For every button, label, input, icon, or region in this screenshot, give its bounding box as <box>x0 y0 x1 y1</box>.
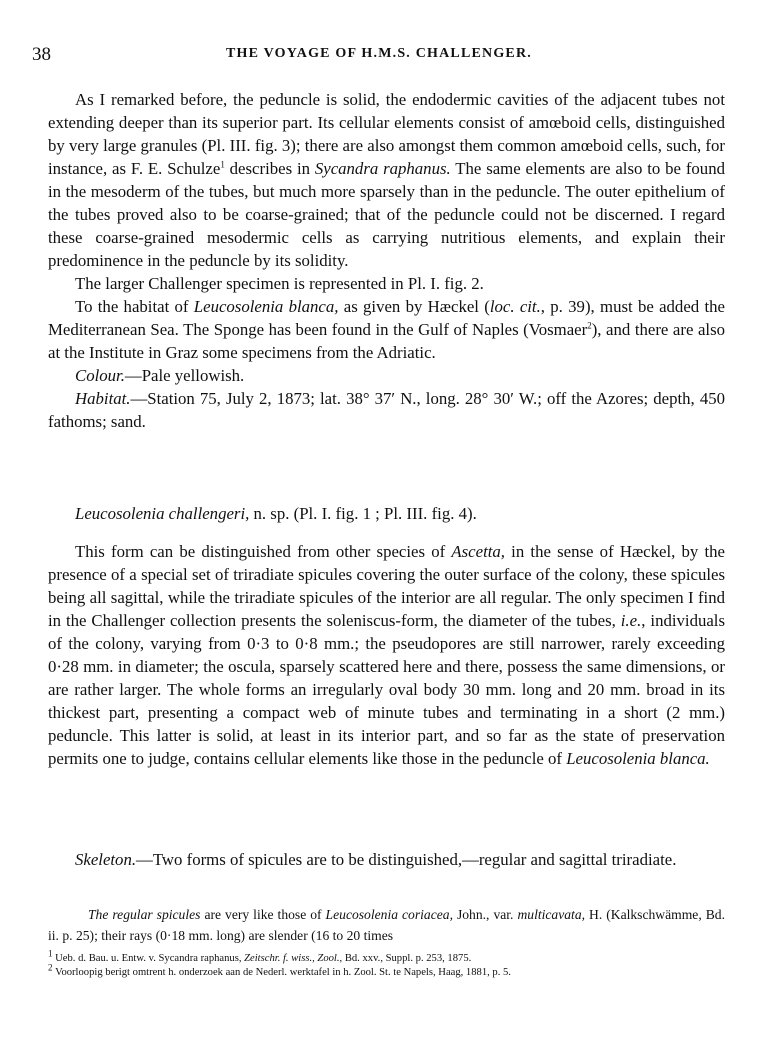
paragraph-description: This form can be distinguished from other species of Ascetta, in the sense of Hæckel, by the presence of a special set of triradiate spicules covering the outer surface of the colony, these spicules being all sagittal, while the triradiate spicules of the interior are all regular. The only specimen I find in the Challenger collection presents the soleniscus-form, the diameter of the tubes, i.e., individuals of the colony, varying from 0·3 to 0·8 mm.; the pseudopores are still narrower, rarely exceeding 0·28 mm. in diameter; the oscula, sparsely scattered here and there, possess the same dimensions, or are rather larger. The whole forms an irregularly oval body 30 mm. long and 20 mm. broad in its thickest part, presenting a compact web of minute tubes and terminating in a short (2 mm.) peduncle. This latter is solid, at least in its interior part, and so far as the state of preservation permits one to judge, contains cellular elements like those in the peduncle of Leucosolenia blanca. <box>48 542 725 768</box>
page-number: 38 <box>32 44 51 65</box>
paragraph-larger-specimen: The larger Challenger specimen is represented in Pl. I. fig. 2. <box>75 274 484 293</box>
running-header <box>32 44 726 68</box>
habitat-line: Habitat.—Station 75, July 2, 1873; lat. 38° 37′ N., long. 28° 30′ W.; off the Azores; depth, 450 fathoms; sand. <box>48 389 725 431</box>
skeleton-section <box>48 848 725 871</box>
footnote-1: $^1$ Ueb. d. Bau. u. Entw. v. Sycandra raphanus, Zeitschr. f. wiss., Zool., Bd. xxv., Suppl. p. 253, 1875. <box>48 948 472 964</box>
footnotes <box>48 948 725 980</box>
footnote-ref-2: 2 <box>587 320 592 331</box>
footnote-ref-1: 1 <box>220 159 225 170</box>
species-name: Leucosolenia challengeri, <box>75 504 250 523</box>
running-title: THE VOYAGE OF H.M.S. CHALLENGER. <box>226 46 532 61</box>
colour-line: Colour.—Pale yellowish. <box>75 366 245 385</box>
regular-spicules: The regular spicules are very like those of Leucosolenia coriacea, John., var. multicavata, H. (Kalkschwämme, Bd. ii. p. 25); their rays (0·18 mm. long) are slender (16 to 20 times <box>48 907 725 943</box>
species-description <box>48 540 725 770</box>
paragraph-peduncle: As I remarked before, the peduncle is solid, the endodermic cavities of the adjacent tubes not extending deeper than its superior part. Its cellular elements consist of amœboid cells, distinguished by very large granules (Pl. III. fig. 3); there are also amongst them common amœboid cells, such, for instance, as F. E. Schulze$^1$ describes in Sycandra raphanus. The same elements are also to be found in the mesoderm of the tubes, but much more sparsely than in the peduncle. The outer epithelium of the tubes proved also to be coarse-grained; that of the peduncle could not be discerned. I regard these coarse-grained mesodermic cells as carrying nutritious elements, and explain their predominence in the peduncle by its solidity. <box>48 90 725 270</box>
paragraph-habitat-note: To the habitat of Leucosolenia blanca, as given by Hæckel (loc. cit., p. 39), must be added the Mediterranean Sea. The Sponge has been found in the Gulf of Naples (Vosmaer$^2$), and there are also at the Institute in Graz some specimens from the Adriatic. <box>48 297 725 362</box>
skeleton-line: Skeleton.—Two forms of spicules are to be distinguished,—regular and sagittal triradiate. <box>75 850 677 869</box>
species-heading: Leucosolenia challengeri, n. sp. (Pl. I. fig. 1 ; Pl. III. fig. 4). <box>75 504 477 523</box>
footnote-2: $^2$ Voorloopig berigt omtrent h. onderzoek aan de Nederl. werktafel in h. Zool. St. te Napels, Haag, 1881, p. 5. <box>48 962 511 978</box>
section-blanca-continued <box>48 88 725 433</box>
